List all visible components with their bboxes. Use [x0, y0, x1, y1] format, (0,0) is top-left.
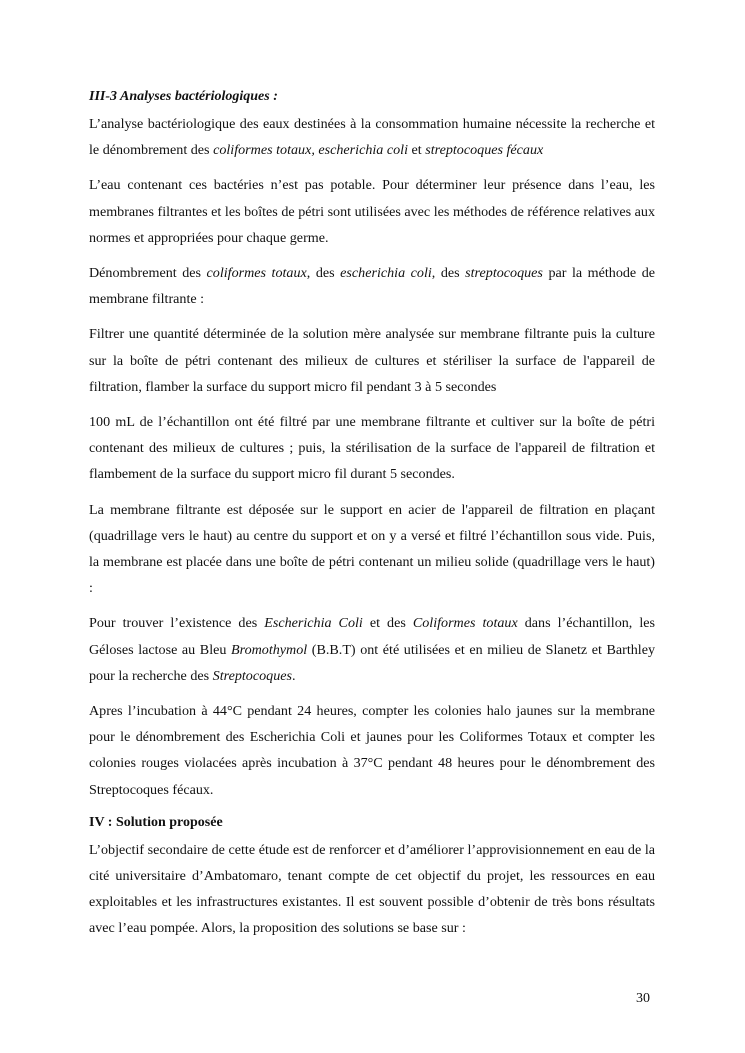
paragraph-non-potable: L’eau contenant ces bactéries n’est pas potable. Pour déterminer leur présence dans l’eau, les membranes filtrantes et les boîtes de pétri sont utilisées avec les méthodes de référence relatives aux normes et appropriées pour chaque germe.	[89, 177, 655, 246]
paragraph-incubation: Apres l’incubation à 44°C pendant 24 heures, compter les colonies halo jaunes sur la membrane pour le dénombrement des Escherichia Coli et jaunes pour les Coliformes Totaux et compter les colonies rouges violacées après incubation à 37°C pendant 48 heures pour le dénombrement des Streptocoques fécaux.	[89, 703, 655, 798]
text-run: , des	[431, 265, 466, 282]
paragraph-membrane-placement: La membrane filtrante est déposée sur le support en acier de l'appareil de filtration en plaçant (quadrillage vers le haut) au centre du support et on y a versé et filtré l’échantillon sous vide. Puis, la membrane est placée dans une boîte de pétri contenant un milieu solide (quadrillage vers le haut) :	[89, 501, 655, 597]
text-run: et des	[362, 615, 413, 632]
text-run: Dénombrement des	[89, 265, 207, 282]
italic-term: Coliformes totaux	[412, 615, 518, 632]
italic-term: escherichia coli	[340, 265, 432, 282]
text-run: L’analyse bactériologique des eaux destinées à la consommation humaine nécessite la recherche et le dénombrement des	[89, 116, 655, 159]
page-number: 30	[636, 991, 650, 1006]
section-heading-bacteriological-analyses: III-3 Analyses bactériologiques :	[89, 89, 278, 104]
text-run: .	[291, 667, 296, 684]
text-run: par la méthode de membrane filtrante :	[89, 265, 656, 308]
italic-term: coliformes totaux	[206, 265, 307, 282]
paragraph-objective: L’objectif secondaire de cette étude est de renforcer et d’améliorer l’approvisionnement en eau de la cité universitaire d’Ambatomaro, tenant compte de cet objectif du projet, les ressources en eau exploitables et les infrastructures existantes. Il est souvent possible d’obtenir de très bons résultats avec l’eau pompée. Alors, la proposition des solutions se base sur :	[89, 841, 655, 937]
italic-term: streptocoques	[465, 265, 543, 282]
italic-term: coliformes totaux, escherichia coli	[213, 142, 408, 159]
text-run: dans l’échantillon, les Géloses lactose au Bleu	[89, 615, 655, 658]
paragraph-intro	[89, 111, 655, 163]
paragraph-sample-filtered: 100 mL de l’échantillon ont été filtré par une membrane filtrante et cultiver sur la boîte de pétri contenant des milieux de cultures ; puis, la stérilisation de la surface de l'appareil de filtration et flambement de la surface du support micro fil durant 5 secondes.	[89, 414, 655, 483]
text-run: Pour trouver l’existence des	[89, 615, 265, 632]
paragraph-culture-media	[89, 610, 655, 689]
document-page	[89, 86, 655, 951]
text-run: (B.B.T) ont été utilisées et en milieu de Slanetz et Barthley pour la recherche des	[89, 641, 656, 684]
paragraph-filtering-procedure: Filtrer une quantité déterminée de la solution mère analysée sur membrane filtrante puis la culture sur la boîte de pétri contenant des milieux de cultures et stériliser la surface de l'appareil de filtration, flamber la surface du support micro fil pendant 3 à 5 secondes	[89, 326, 655, 395]
paragraph-enumeration-method	[89, 260, 655, 312]
italic-term: Bromothymol	[231, 641, 308, 658]
text-run: et	[408, 142, 426, 159]
italic-term: Escherichia Coli	[264, 615, 363, 632]
italic-term: streptocoques fécaux	[425, 142, 544, 159]
text-run: , des	[306, 265, 341, 282]
italic-term: Streptocoques	[212, 667, 292, 684]
section-heading-proposed-solution: IV : Solution proposée	[89, 814, 223, 830]
